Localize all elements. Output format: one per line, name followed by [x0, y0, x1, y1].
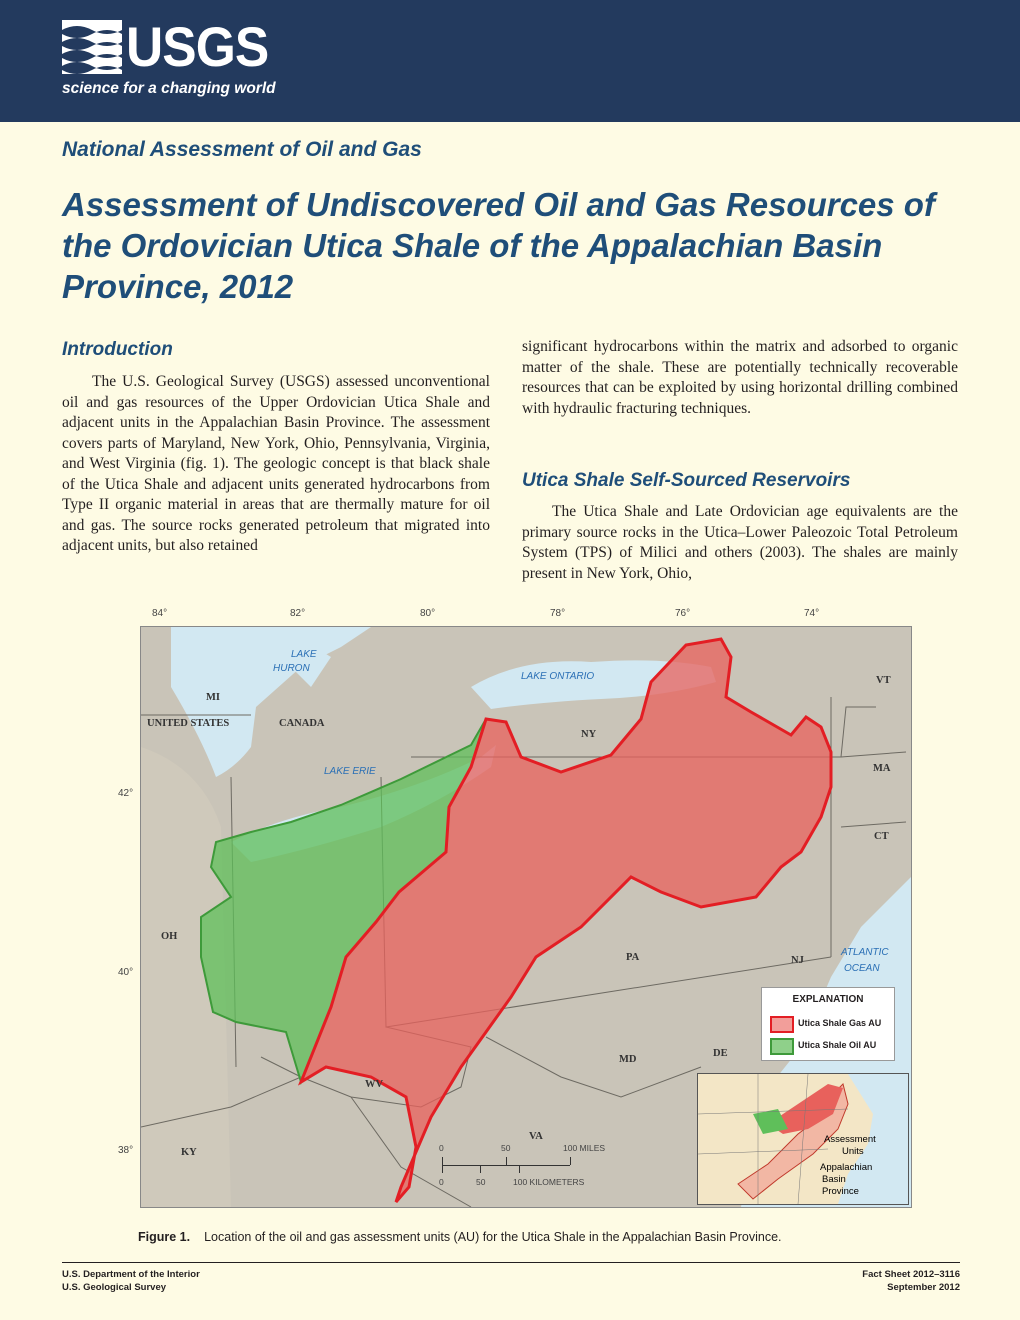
scale-miles-50: 50 — [501, 1143, 511, 1153]
inset-graphic — [698, 1074, 908, 1204]
lon-tick-84: 84° — [152, 608, 168, 619]
state-label-mi: MI — [206, 692, 220, 703]
state-label-md: MD — [619, 1054, 637, 1065]
inset-label-basin-2: Basin — [822, 1174, 846, 1185]
state-label-nj: NJ — [791, 955, 804, 966]
reservoirs-text — [522, 502, 958, 584]
intro-continued-text — [522, 337, 958, 419]
map-legend — [761, 987, 895, 1061]
country-label-canada: CANADA — [279, 718, 325, 729]
usgs-banner — [0, 0, 1020, 122]
state-label-ct: CT — [874, 831, 889, 842]
inset-label-basin-1: Appalachian — [820, 1162, 873, 1173]
scale-km-50: 50 — [476, 1177, 486, 1187]
figure-label: Figure 1. — [138, 1230, 191, 1244]
atlantic-label-1: ATLANTIC — [841, 947, 889, 958]
state-label-pa: PA — [626, 952, 640, 963]
intro-heading: Introduction — [62, 339, 173, 360]
lon-tick-74: 74° — [804, 608, 820, 619]
scale-km-100: 100 KILOMETERS — [513, 1177, 585, 1187]
footer-agency: U.S. Geological Survey — [62, 1282, 167, 1293]
map-frame — [140, 626, 912, 1208]
atlantic-label-2: OCEAN — [844, 963, 880, 974]
lon-tick-82: 82° — [290, 608, 306, 619]
usgs-wave-logo-icon — [62, 20, 122, 74]
series-title: National Assessment of Oil and Gas — [62, 138, 422, 161]
lake-erie-label: LAKE ERIE — [324, 766, 376, 777]
intro-continued-paragraph: significant hydrocarbons within the matrix and adsorbed to organic matter of the shale. These are potentially technically recoverable resources that can be exploited by using horizontal drilling combined with hydraulic fracturing techniques. — [522, 338, 958, 417]
usgs-logo-wordmark: USGS — [126, 15, 269, 78]
state-label-oh: OH — [161, 931, 178, 942]
state-label-ky: KY — [181, 1147, 197, 1158]
state-label-de: DE — [713, 1048, 728, 1059]
lake-ontario-label: LAKE ONTARIO — [521, 671, 595, 682]
intro-text — [62, 372, 490, 557]
usgs-tagline: science for a changing world — [62, 80, 276, 97]
legend-oil-swatch — [770, 1038, 794, 1055]
lat-tick-38: 38° — [118, 1145, 134, 1156]
state-label-ny: NY — [581, 729, 597, 740]
footer-left — [62, 1268, 200, 1294]
country-label-us: UNITED STATES — [147, 718, 230, 729]
inset-label-basin-3: Province — [822, 1186, 859, 1197]
inset-label-au-2: Units — [842, 1146, 864, 1157]
lon-tick-76: 76° — [675, 608, 691, 619]
lon-tick-80: 80° — [420, 608, 436, 619]
scale-bar — [439, 1143, 619, 1193]
footer-right — [862, 1268, 960, 1294]
inset-map — [697, 1073, 909, 1205]
figure-caption — [138, 1230, 782, 1244]
lake-huron-label-2: HURON — [273, 663, 310, 674]
lat-tick-42: 42° — [118, 788, 134, 799]
lat-tick-40: 40° — [118, 967, 134, 978]
legend-gas-swatch — [770, 1016, 794, 1033]
reservoirs-paragraph: The Utica Shale and Late Ordovician age equivalents are the primary source rocks in the Utica–Lower Paleozoic Total Petroleum System (TPS) of Milici and others (2003). The shales are mainly present in New York, Ohio, — [522, 503, 958, 582]
figure-map — [110, 604, 910, 1216]
scale-km-0: 0 — [439, 1177, 444, 1187]
page-title: Assessment of Undiscovered Oil and Gas Resources of the Ordovician Utica Shale of the Appalachian Basin Province, 2012 — [62, 186, 935, 305]
lon-tick-78: 78° — [550, 608, 566, 619]
scale-miles-0: 0 — [439, 1143, 444, 1153]
legend-oil-label: Utica Shale Oil AU — [798, 1040, 877, 1050]
footer-rule — [62, 1262, 960, 1263]
scale-miles-100: 100 MILES — [563, 1143, 606, 1153]
inset-label-au-1: Assessment — [824, 1134, 876, 1145]
state-label-vt: VT — [876, 675, 891, 686]
footer-department: U.S. Department of the Interior — [62, 1269, 200, 1280]
state-label-wv: WV — [365, 1079, 384, 1090]
legend-gas-label: Utica Shale Gas AU — [798, 1018, 882, 1028]
reservoirs-heading: Utica Shale Self-Sourced Reservoirs — [522, 470, 851, 491]
state-label-va: VA — [529, 1131, 543, 1142]
state-label-ma: MA — [873, 763, 891, 774]
legend-title: EXPLANATION — [792, 994, 864, 1005]
figure-caption-text: Location of the oil and gas assessment units (AU) for the Utica Shale in the Appalachian Basin Province. — [204, 1230, 782, 1244]
intro-paragraph: The U.S. Geological Survey (USGS) assessed unconventional oil and gas resources of the Upper Ordovician Utica Shale and adjacent units in the Appalachian Basin Province. The assessment covers parts of Maryland, New York, Ohio, Pennsylvania, Virginia, and West Virginia (fig. 1). The geologic concept is that black shale of the Utica Shale and adjacent units generated hydrocarbons from Type II organic material in areas that are thermally mature for oil and gas. The source rocks generated petroleum that migrated into adjacent units, but also retained — [62, 373, 490, 554]
footer-date: September 2012 — [887, 1282, 960, 1293]
footer-fact-sheet: Fact Sheet 2012–3116 — [862, 1269, 960, 1280]
lake-huron-label-1: LAKE — [291, 649, 317, 660]
